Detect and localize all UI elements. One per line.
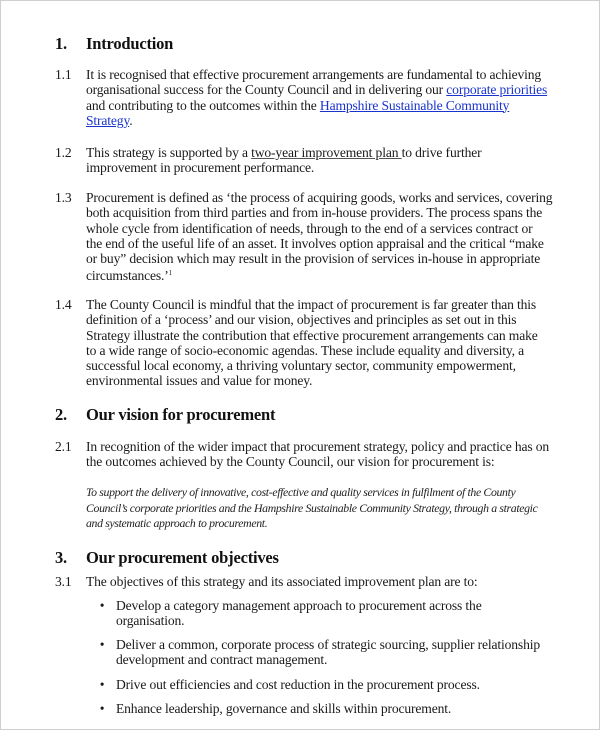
text-line: In recognition of the wider impact that procurement strategy, policy and practice has on <box>86 439 550 454</box>
text-line: Develop a category management approach to procurement across the <box>116 598 482 613</box>
text-line: or buy” decision which may result in the provision of services in-house in appropriate <box>86 251 541 267</box>
section-title: Our procurement objectives <box>86 548 279 567</box>
paragraph-text <box>86 145 556 176</box>
hampshire-strategy-link[interactable]: Hampshire Sustainable Community <box>319 97 510 113</box>
text-line: the outcomes achieved by the County Council, our vision for procurement is: <box>86 454 495 470</box>
text-line <box>86 145 556 160</box>
text-line <box>86 98 556 113</box>
text-line: The objectives of this strategy and its associated improvement plan are to: <box>86 574 478 589</box>
text-segment: organisational success for the County Council and in delivering our <box>86 82 447 98</box>
paragraph-number: 1.1 <box>55 67 72 82</box>
bullet-text <box>116 701 556 716</box>
section-heading-introduction <box>55 34 173 54</box>
section-title: Introduction <box>86 34 174 53</box>
vision-statement <box>86 485 556 532</box>
text-line: definition of a ‘process’ and our vision, objectives and principles as set out in this <box>86 312 517 328</box>
text-segment: . <box>129 112 133 128</box>
bullet-text <box>116 598 556 629</box>
section-title: Our vision for procurement <box>86 405 276 424</box>
text-segment: and contributing to the outcomes within the <box>86 97 320 113</box>
paragraph-text <box>86 574 556 589</box>
text-line: both acquisition from third parties and from in-house providers. The process spans the <box>86 205 543 221</box>
bullet-text <box>116 677 556 692</box>
text-line: whole cycle from identification of needs, through to the end of a services contract or <box>86 220 533 236</box>
text-line: development and contract management. <box>116 652 328 668</box>
text-line <box>86 82 556 97</box>
text-line: environmental issues and value for money. <box>86 373 313 389</box>
text-line: The County Council is mindful that the impact of procurement is far greater than this <box>86 297 537 312</box>
paragraph-number: 3.1 <box>55 574 72 589</box>
text-segment: circumstances.’ <box>86 268 169 284</box>
section-number: 1. <box>55 34 67 53</box>
text-line: Deliver a common, corporate process of strategic sourcing, supplier relationship <box>116 637 540 652</box>
paragraph-number: 2.1 <box>55 439 72 454</box>
bullet-icon: • <box>99 701 105 716</box>
bullet-icon: • <box>99 598 105 613</box>
text-line: To support the delivery of innovative, cost-effective and quality services in fulfilment of the County <box>86 485 516 499</box>
text-line: to a wide range of socio-economic agendas. These include equality and diversity, a <box>86 342 525 358</box>
paragraph-number: 1.3 <box>55 190 72 205</box>
bullet-text <box>116 637 556 668</box>
text-line: organisation. <box>116 613 185 629</box>
paragraph-text <box>86 190 556 284</box>
text-line: Council’s corporate priorities and the Hampshire Sustainable Community Strategy, through a strategic <box>86 500 538 515</box>
improvement-plan-reference[interactable]: two-year improvement plan <box>251 145 402 160</box>
text-segment: This strategy is supported by a <box>86 145 252 160</box>
text-line: It is recognised that effective procurement arrangements are fundamental to achieving <box>86 67 542 82</box>
section-heading-vision <box>55 405 275 425</box>
section-number: 2. <box>55 405 67 424</box>
paragraph-text <box>86 297 556 389</box>
footnote-marker[interactable]: 1 <box>168 269 173 278</box>
bullet-icon: • <box>99 637 105 652</box>
paragraph-number: 1.4 <box>55 297 72 312</box>
section-heading-objectives <box>55 548 279 568</box>
paragraph-number: 1.2 <box>55 145 72 160</box>
text-line: improvement in procurement performance. <box>86 160 315 176</box>
text-line: Drive out efficiencies and cost reduction in the procurement process. <box>116 677 480 692</box>
paragraph-text <box>86 67 556 128</box>
section-number: 3. <box>55 548 67 567</box>
text-line <box>86 113 556 128</box>
text-line: Procurement is defined as ‘the process of acquiring goods, works and services, covering <box>86 190 553 205</box>
hampshire-strategy-link-continued[interactable]: Strategy <box>86 112 130 128</box>
text-line: Strategy illustrate the contribution that effective procurement arrangements can make <box>86 327 538 343</box>
corporate-priorities-link[interactable]: corporate priorities <box>446 82 548 98</box>
text-line <box>86 266 556 283</box>
text-line: successful local economy, a thriving voluntary sector, community empowerment, <box>86 358 516 374</box>
text-segment: to drive further <box>401 145 482 160</box>
text-line: Enhance leadership, governance and skills within procurement. <box>116 701 452 716</box>
text-line: the end of the useful life of an asset. It involves option appraisal and the critical “make <box>86 235 544 251</box>
text-line: and systematic approach to procurement. <box>86 516 268 530</box>
paragraph-text <box>86 439 556 470</box>
bullet-icon: • <box>99 677 105 692</box>
